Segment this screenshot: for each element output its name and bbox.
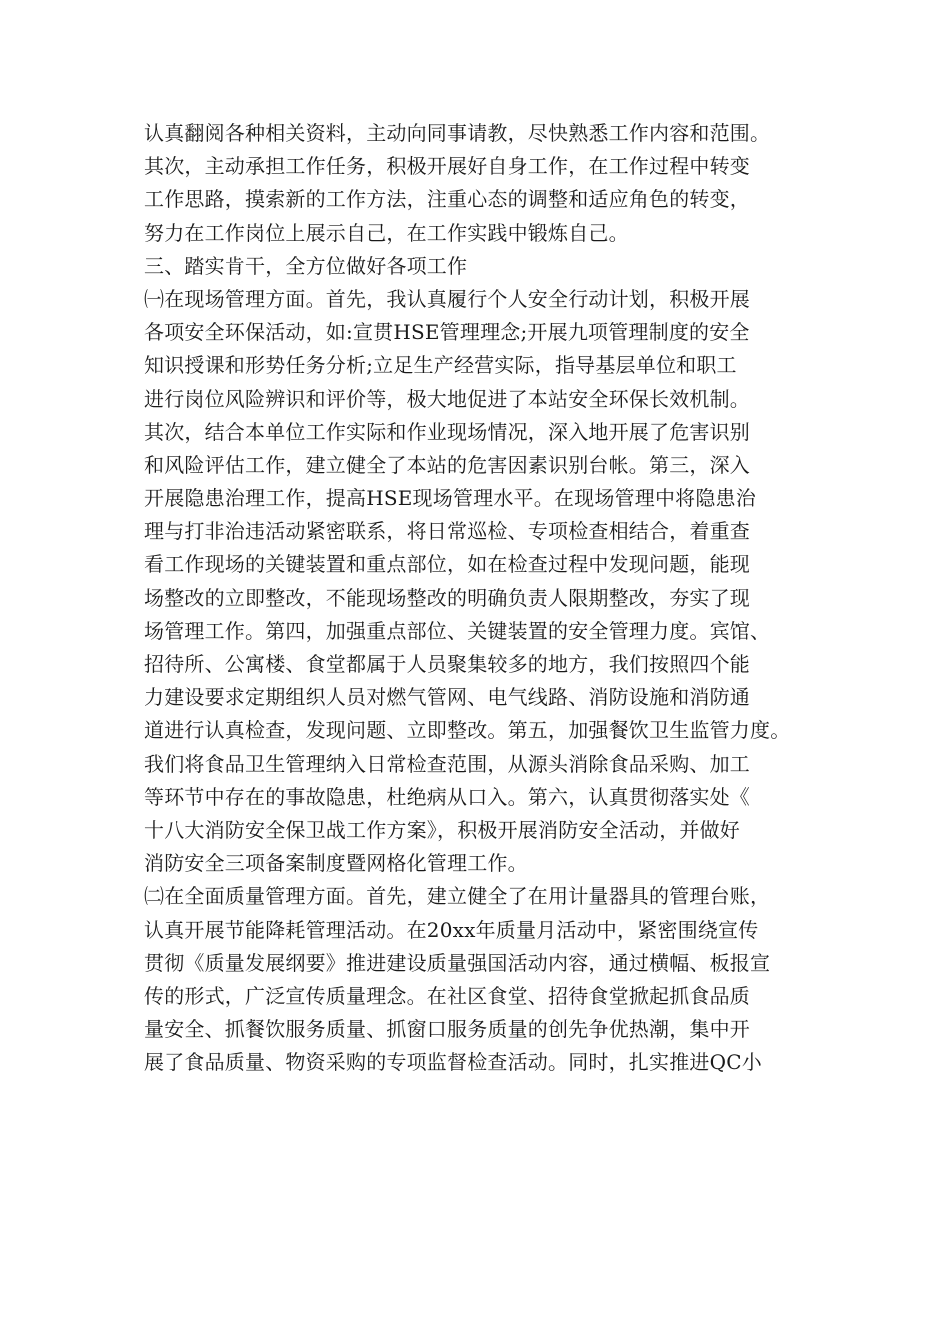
text-line: ㈠在现场管理方面。首先，我认真履行个人安全行动计划，积极开展 xyxy=(144,286,750,311)
text-line: 进行岗位风险辨识和评价等，极大地促进了本站安全环保长效机制。 xyxy=(144,386,750,411)
text-line: 和风险评估工作，建立健全了本站的危害因素识别台帐。第三，深入 xyxy=(144,452,750,477)
text-line: 量安全、抓餐饮服务质量、抓窗口服务质量的创先争优热潮，集中开 xyxy=(144,1017,750,1042)
text-line: 开展隐患治理工作，提高HSE现场管理水平。在现场管理中将隐患治 xyxy=(144,486,756,511)
text-line: 场管理工作。第四，加强重点部位、关键装置的安全管理力度。宾馆、 xyxy=(144,618,771,643)
text-line: 认真翻阅各种相关资料，主动向同事请教，尽快熟悉工作内容和范围。 xyxy=(144,121,771,145)
text-line: 力建设要求定期组织人员对燃气管网、电气线路、消防设施和消防通 xyxy=(144,685,750,710)
text-line: 十八大消防安全保卫战工作方案》，积极开展消防安全活动，并做好 xyxy=(144,817,740,842)
text-line: 贯彻《质量发展纲要》推进建设质量强国活动内容，通过横幅、板报宣 xyxy=(144,950,771,975)
text-line: 传的形式，广泛宣传质量理念。在社区食堂、招待食堂掀起抓食品质 xyxy=(144,983,750,1008)
text-line: 我们将食品卫生管理纳入日常检查范围，从源头消除食品采购、加工 xyxy=(144,751,750,776)
text-line: 展了食品质量、物资采购的专项监督检查活动。同时，扎实推进QC小 xyxy=(144,1050,762,1075)
text-line: 看工作现场的关键装置和重点部位，如在检查过程中发现问题，能现 xyxy=(144,552,750,577)
text-line: 其次，主动承担工作任务，积极开展好自身工作，在工作过程中转变 xyxy=(144,154,750,179)
text-line: 工作思路，摸索新的工作方法，注重心态的调整和适应角色的转变， xyxy=(144,187,750,212)
text-line: 理与打非治违活动紧密联系，将日常巡检、专项检查相结合，着重查 xyxy=(144,519,750,544)
text-line: 各项安全环保活动，如:宣贯HSE管理理念;开展九项管理制度的安全 xyxy=(144,320,750,345)
text-line: 消防安全三项备案制度暨网格化管理工作。 xyxy=(144,851,528,876)
text-line: 等环节中存在的事故隐患，杜绝病从口入。第六，认真贯彻落实处《 xyxy=(144,784,750,809)
text-line: ㈡在全面质量管理方面。首先，建立健全了在用计量器具的管理台账， xyxy=(144,884,771,909)
text-line: 场整改的立即整改，不能现场整改的明确负责人限期整改，夯实了现 xyxy=(144,585,750,610)
body-text xyxy=(144,117,834,1079)
text-line: 知识授课和形势任务分析;立足生产经营实际，指导基层单位和职工 xyxy=(144,353,737,378)
section-heading: 三、踏实肯干，全方位做好各项工作 xyxy=(144,253,468,278)
text-line: 招待所、公寓楼、食堂都属于人员聚集较多的地方，我们按照四个能 xyxy=(144,652,750,676)
text-line: 认真开展节能降耗管理活动。在20xx年质量月活动中，紧密围绕宣传 xyxy=(144,917,759,942)
text-line: 其次，结合本单位工作实际和作业现场情况，深入地开展了危害识别 xyxy=(144,419,750,444)
text-line: 努力在工作岗位上展示自己，在工作实践中锻炼自己。 xyxy=(144,220,629,245)
text-line: 道进行认真检查，发现问题、立即整改。第五，加强餐饮卫生监管力度。 xyxy=(144,718,791,743)
